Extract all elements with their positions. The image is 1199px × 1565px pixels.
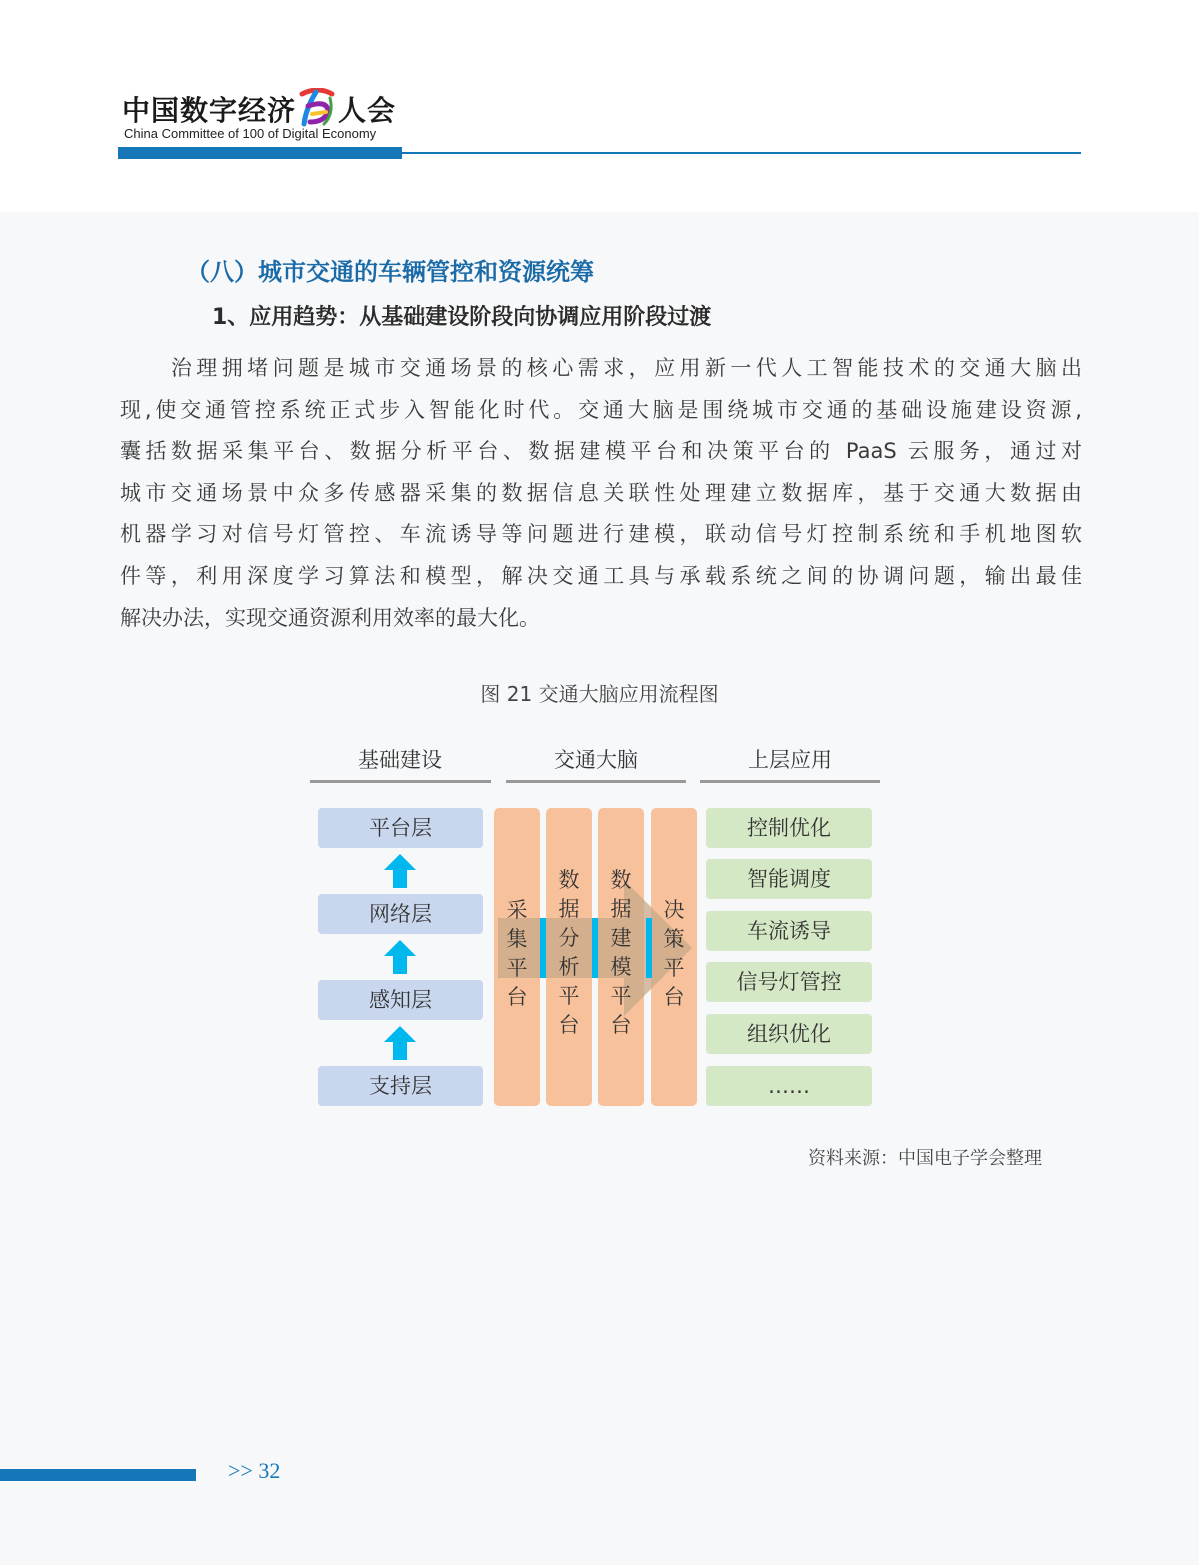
paragraph-line: 囊括数据采集平台、数据分析平台、数据建模平台和决策平台的 PaaS 云服务，通过对	[120, 439, 1082, 464]
pillar-label-text: 数 据 建 模 平 台	[610, 868, 632, 1037]
figure-source: 资料来源：中国电子学会整理	[808, 1148, 1042, 1169]
app-organization-optimization: 组织优化	[706, 1014, 872, 1054]
pillar-label-analysis	[546, 866, 592, 1040]
pillar-label-modeling	[598, 866, 644, 1040]
page-header	[0, 0, 1199, 212]
pillar-label-text: 数 据 分 析 平 台	[558, 868, 580, 1037]
up-arrow-icon	[384, 854, 416, 888]
paragraph-line: 城市交通场景中众多传感器采集的数据信息关联性处理建立数据库，基于交通大数据由	[120, 480, 1082, 505]
app-intelligent-dispatch: 智能调度	[706, 859, 872, 899]
paragraph-line: 治理拥堵问题是城市交通场景的核心需求，应用新一代人工智能技术的交通大脑出	[120, 356, 1082, 380]
logo-text-right: 人会	[338, 94, 397, 127]
pillar-label-collection	[494, 896, 540, 1012]
page-number: >> 32	[228, 1458, 281, 1483]
paragraph-line: 件等，利用深度学习算法和模型，解决交通工具与承载系统之间的协调问题，输出最佳	[120, 563, 1082, 588]
layer-support: 支持层	[318, 1066, 483, 1106]
paragraph-line: 现,使交通管控系统正式步入智能化时代。交通大脑是围绕城市交通的基础设施建设资源,	[120, 397, 1082, 422]
pillar-label-text: 决 策 平 台	[663, 898, 685, 1009]
pillar-label-text: 采 集 平 台	[506, 898, 528, 1009]
app-signal-control: 信号灯管控	[706, 962, 872, 1002]
up-arrow-icon	[384, 940, 416, 974]
col-head-traffic-brain: 交通大脑	[554, 748, 638, 772]
col-head-rule	[310, 780, 491, 783]
body-paragraph	[120, 348, 1082, 639]
layer-network: 网络层	[318, 894, 483, 934]
logo-english: China Committee of 100 of Digital Economy	[124, 126, 377, 141]
footer-accent-bar	[0, 1469, 196, 1481]
paragraph-line: 解决办法，实现交通资源利用效率的最大化。	[120, 605, 540, 630]
col-head-applications: 上层应用	[748, 748, 832, 772]
layer-perception: 感知层	[318, 980, 483, 1020]
header-accent-bar	[118, 147, 402, 159]
app-control-optimization: 控制优化	[706, 808, 872, 848]
up-arrow-icon	[384, 1026, 416, 1060]
figure-caption: 图 21 交通大脑应用流程图	[480, 682, 719, 706]
col-head-rule	[506, 780, 686, 783]
paragraph-line: 机器学习对信号灯管控、车流诱导等问题进行建模，联动信号灯控制系统和手机地图软	[120, 522, 1082, 547]
app-more: ……	[706, 1066, 872, 1106]
pillar-label-decision	[651, 896, 697, 1012]
col-head-infrastructure: 基础建设	[358, 748, 442, 772]
section-title: （八）城市交通的车辆管控和资源统筹	[186, 258, 594, 286]
logo-text-left: 中国数字经济	[122, 94, 297, 127]
logo-hundred-mark	[296, 88, 338, 128]
app-traffic-guidance: 车流诱导	[706, 911, 872, 951]
col-head-rule	[700, 780, 880, 783]
layer-platform: 平台层	[318, 808, 483, 848]
logo	[122, 88, 396, 129]
subsection-title: 1、应用趋势：从基础建设阶段向协调应用阶段过渡	[212, 305, 712, 330]
